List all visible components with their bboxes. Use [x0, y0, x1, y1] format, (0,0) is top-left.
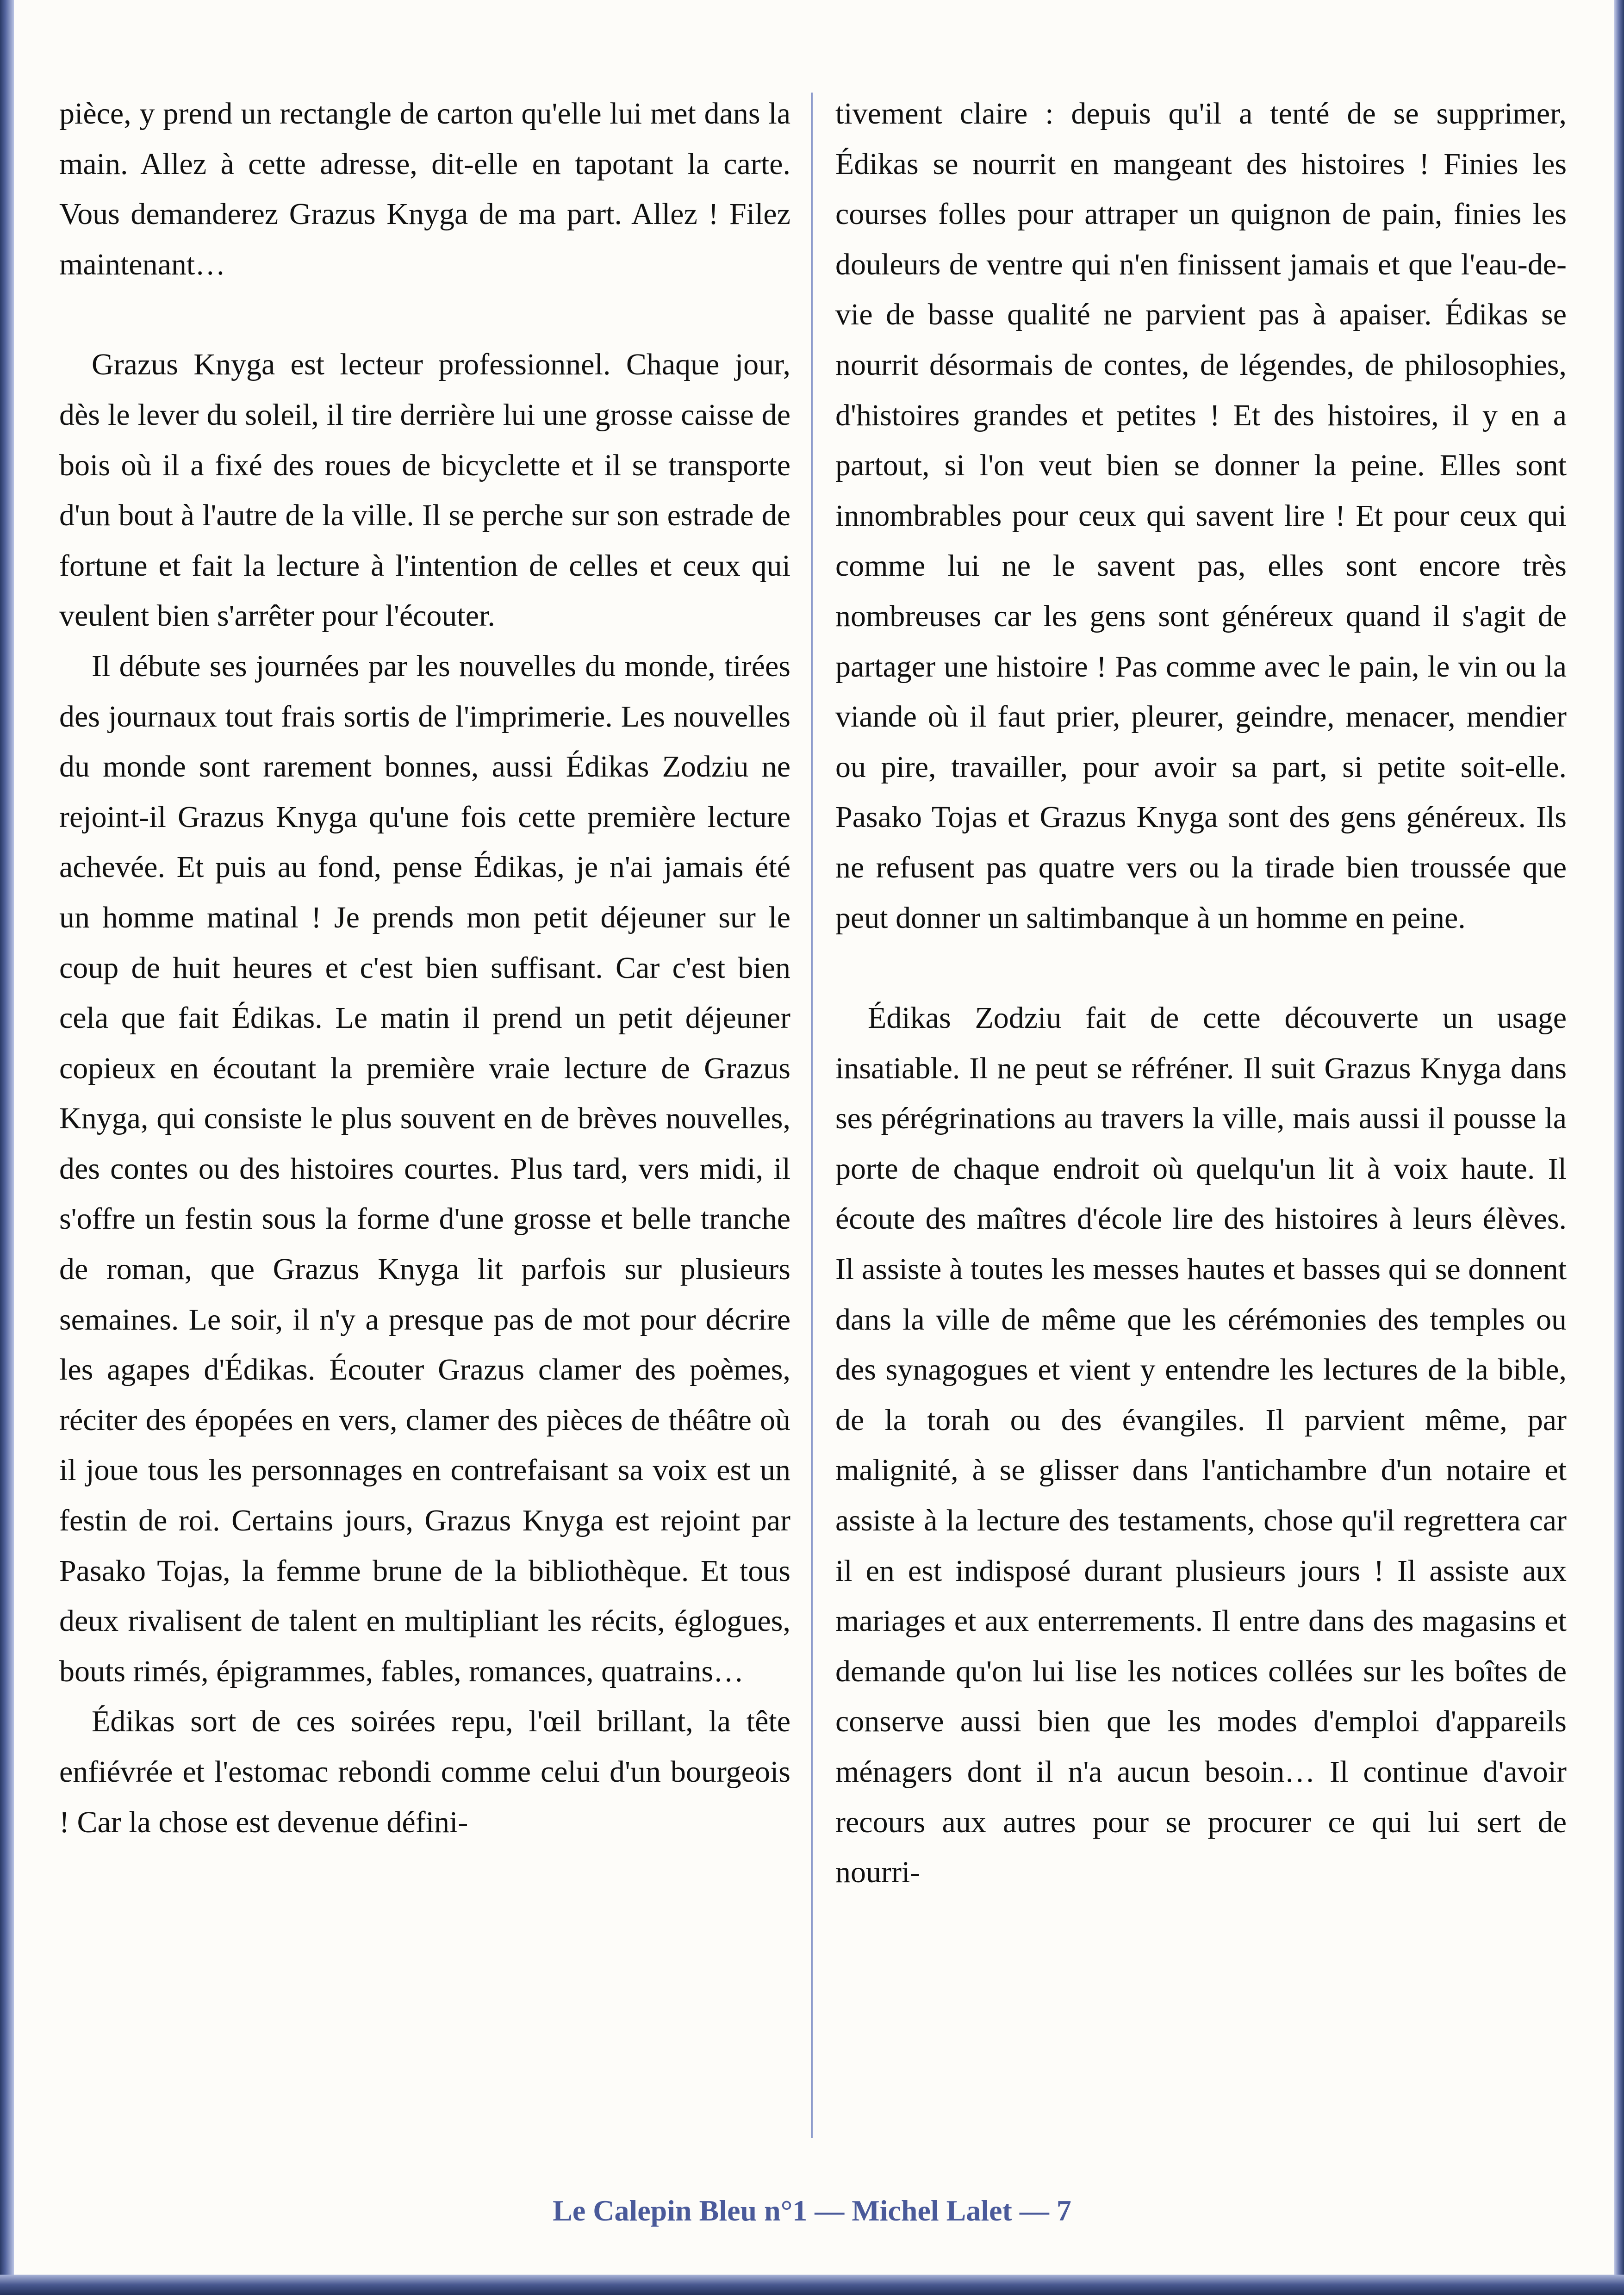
paragraph: pièce, y prend un rectangle de carton qu'elle lui met dans la main. Allez à cette adresse, dit-elle en tapotant la carte. Vous demanderez Grazus Knyga de ma part. Allez ! Filez maintenant… — [59, 97, 790, 281]
paragraph: Édikas sort de ces soirées repu, l'œil brillant, la tête enfiévrée et l'estomac rebondi comme celui d'un bourgeois ! Car la chose est devenue défini- — [59, 1704, 790, 1839]
page-border-right — [1614, 0, 1624, 2295]
paragraph: Il débute ses journées par les nouvelles du monde, tirées des journaux tout frais sortis de l'imprimerie. Les nouvelles du monde sont rarement bonnes, aussi Édikas Zodziu ne rejoint-il Grazus Knyga qu'une fois cette première lecture achevée. Et puis au fond, pense Édikas, je n'ai jamais été un homme matinal ! Je prends mon petit déjeuner sur le coup de huit heures et c'est bien suffisant. Car c'est bien cela que fait Édikas. Le matin il prend un petit déjeuner copieux en écoutant la première vraie lecture de Grazus Knyga, qui consiste le plus souvent en de brèves nouvelles, des contes ou des histoires courtes. Plus tard, vers midi, il s'offre un festin sous la forme d'une grosse et belle tranche de roman, que Grazus Knyga lit parfois sur plusieurs semaines. Le soir, il n'y a presque pas de mot pour décrire les agapes d'Édikas. Écouter Grazus clamer des poèmes, réciter des épopées en vers, clamer des pièces de théâtre où il joue tous les personnages en contrefaisant sa voix est un festin de roi. Certains jours, Grazus Knyga est rejoint par Pasako Tojas, la femme brune de la bibliothèque. Et tous deux rivalisent de talent en multipliant les récits, églogues, bouts rimés, épigrammes, fables, romances, quatrains… — [59, 649, 790, 1688]
page-border-bottom — [0, 2275, 1624, 2295]
left-column — [59, 89, 790, 1847]
paragraph: Grazus Knyga est lecteur professionnel. Chaque jour, dès le lever du soleil, il tire derrière lui une grosse caisse de bois où il a fixé des roues de bicyclette et il se transporte d'un bout à l'autre de la ville. Il se perche sur son estrade de fortune et fait la lecture à l'intention de celles et ceux qui veulent bien s'arrêter pour l'écouter. — [59, 348, 790, 633]
page-footer: Le Calepin Bleu n°1 — Michel Lalet — 7 — [553, 2194, 1071, 2227]
paragraph: Édikas Zodziu fait de cette découverte un usage insatiable. Il ne peut se réfréner. Il suit Grazus Knyga dans ses pérégrinations au travers la ville, mais aussi il pousse la porte de chaque endroit où quelqu'un lit à voix haute. Il écoute des maîtres d'école lire des histoires à leurs élèves. Il assiste à toutes les messes hautes et basses qui se donnent dans la ville de même que les cérémonies des temples ou des synagogues et vient y entendre les lectures de la bible, de la torah ou des évangiles. Il parvient même, par malignité, à se glisser dans l'antichambre d'un notaire et assiste à la lecture des testaments, chose qu'il regrettera car il en est indisposé durant plusieurs jours ! Il assiste aux mariages et aux enterrements. Il entre dans des magasins et demande qu'on lui lise les notices collées sur les boîtes de conserve aussi bien que les modes d'emploi d'appareils ménagers dont il n'a aucun besoin… Il continue d'avoir recours aux autres pour se procurer ce qui lui sert de nourri- — [835, 1001, 1567, 1890]
column-divider — [811, 93, 813, 2138]
page-border-left — [0, 0, 14, 2295]
paragraph: tivement claire : depuis qu'il a tenté de se supprimer, Édikas se nourrit en mangeant des histoires ! Finies les courses folles pour attraper un quignon de pain, finies les douleurs de ventre qui n'en finissent jamais et que l'eau-de-vie de basse qualité ne parvient pas à apaiser. Édikas se nourrit désormais de contes, de légendes, de philosophies, d'histoires grandes et petites ! Et des histoires, il y en a partout, si l'on veut bien se donner la peine. Elles sont innombrables pour ceux qui savent lire ! Et pour ceux qui comme lui ne le savent pas, elles sont encore très nombreuses car les gens sont généreux quand il s'agit de partager une histoire ! Pas comme avec le pain, le vin ou la viande où il faut prier, pleurer, geindre, menacer, mendier ou pire, travailler, pour avoir sa part, si petite soit-elle. Pasako Tojas et Grazus Knyga sont des gens généreux. Ils ne refusent pas quatre vers ou la tirade bien troussée que peut donner un saltimbanque à un homme en peine. — [835, 97, 1567, 935]
right-column — [835, 89, 1567, 1898]
